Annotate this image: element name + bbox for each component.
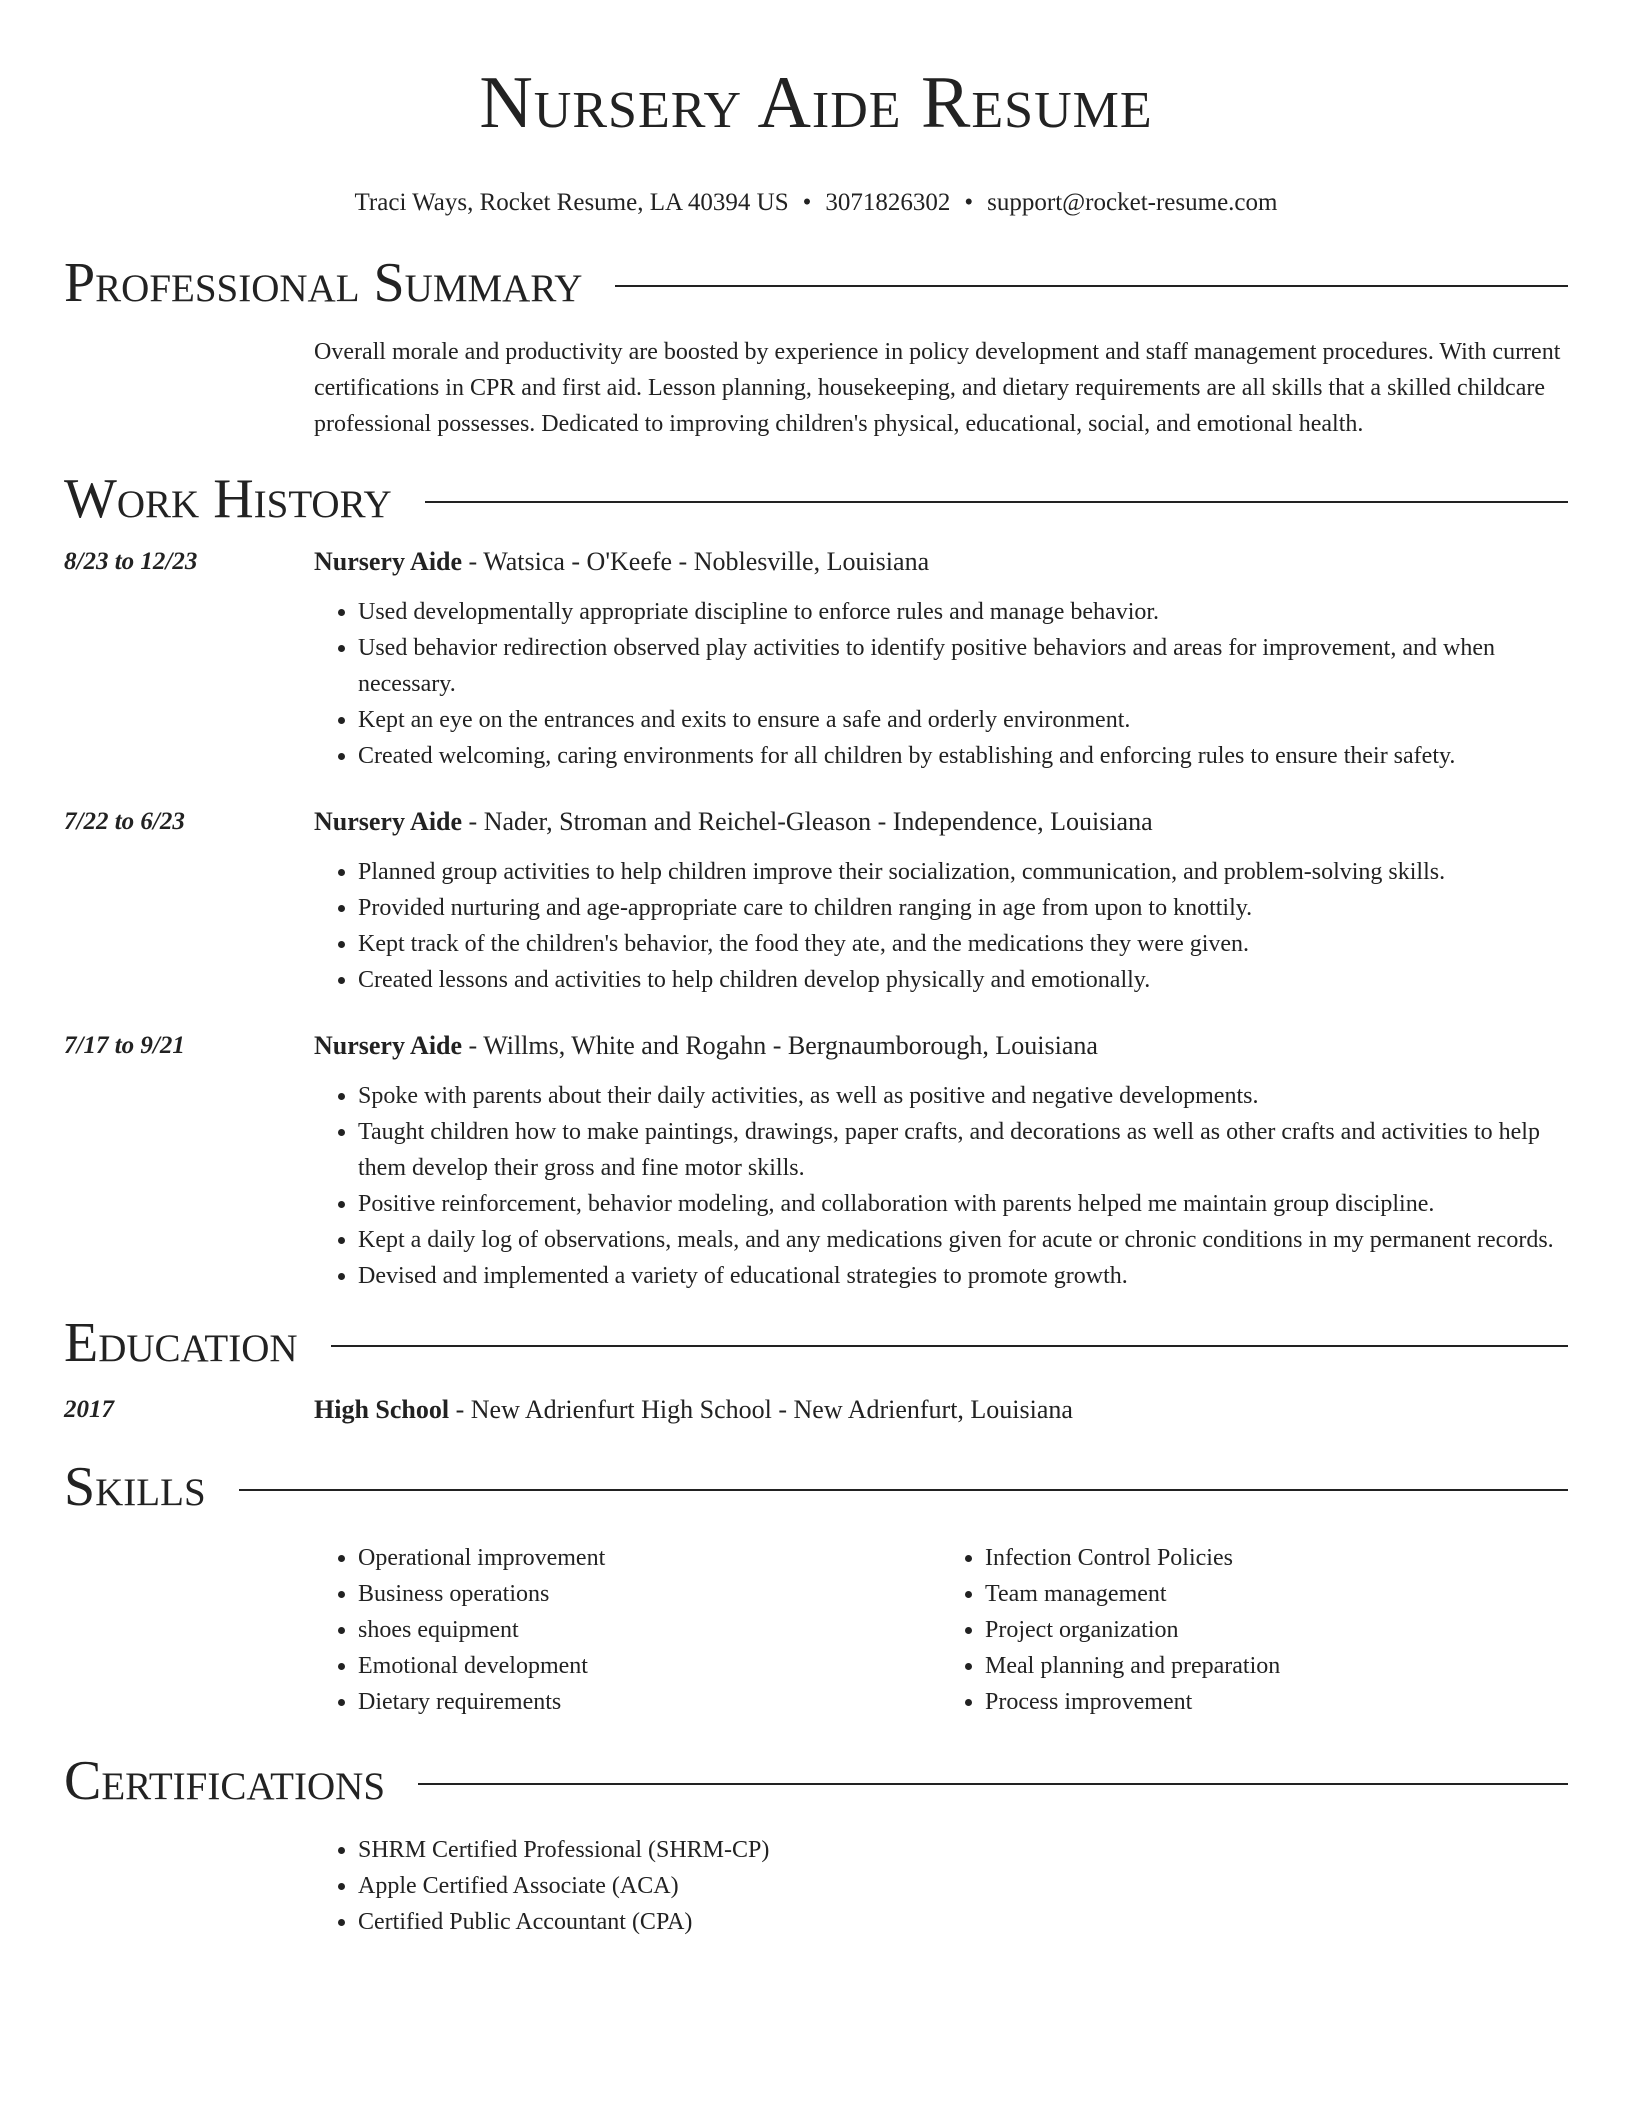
section-heading — [64, 1746, 1568, 1816]
list-item: • Spoke with parents about their daily activities, as well as positive and negative developments. — [358, 1078, 1568, 1114]
section-divider — [615, 285, 1568, 287]
skills-section — [64, 1452, 1568, 1720]
job-dates: 8/23 to 12/23 — [64, 548, 198, 575]
job-heading — [314, 804, 1568, 840]
education-details-wrap — [314, 1392, 1568, 1428]
resume-title: Nursery Aide Resume — [479, 62, 1153, 144]
job-bullets — [314, 854, 1568, 998]
certifications-section — [64, 1746, 1568, 1940]
list-item: • Meal planning and preparation — [985, 1648, 1568, 1684]
list-item: • Positive reinforcement, behavior modeling, and collaboration with parents helped me maintain group discipline. — [358, 1186, 1568, 1222]
section-divider — [425, 501, 1568, 503]
job-main — [314, 1028, 1568, 1294]
job-main — [314, 804, 1568, 998]
skills-list-left — [314, 1540, 941, 1720]
phone: 3071826302 — [825, 189, 951, 216]
education-heading — [314, 1392, 1568, 1428]
section-title: Certifications — [64, 1750, 386, 1812]
section-divider — [418, 1783, 1568, 1785]
education-year: 2017 — [64, 1396, 114, 1423]
skills-list-right — [941, 1540, 1568, 1720]
job-employer: - Nader, Stroman and Reichel-Gleason - Independence, Louisiana — [462, 807, 1153, 836]
job-role: Nursery Aide — [314, 807, 463, 836]
job-entry — [64, 544, 1568, 774]
separator-dot: • — [964, 189, 974, 216]
job-bullets — [314, 1078, 1568, 1294]
summary-text: Overall morale and productivity are boosted by experience in policy development and staff management procedures. With current certifications in CPR and first aid. Lesson planning, housekeeping, and dietary requirements are all skills that a skilled childcare professional possesses. Dedicated to improving children's physical, educational, social, and emotional health. — [314, 339, 1561, 437]
list-item: • Created lessons and activities to help children develop physically and emotionally. — [358, 962, 1568, 998]
job-employer: - Willms, White and Rogahn - Bergnaumborough, Louisiana — [462, 1031, 1098, 1060]
email: support@rocket-resume.com — [987, 189, 1278, 216]
section-divider — [331, 1345, 1568, 1347]
list-item: • SHRM Certified Professional (SHRM-CP) — [358, 1832, 1568, 1868]
job-dates: 7/22 to 6/23 — [64, 808, 185, 835]
job-main — [314, 544, 1568, 774]
education-entry — [64, 1392, 1568, 1428]
list-item: • shoes equipment — [358, 1612, 941, 1648]
list-item: • Certified Public Accountant (CPA) — [358, 1904, 1568, 1940]
list-item: • Kept a daily log of observations, meals, and any medications given for acute or chronic conditions in my permanent records. — [358, 1222, 1568, 1258]
list-item: • Infection Control Policies — [985, 1540, 1568, 1576]
section-title: Education — [64, 1312, 298, 1374]
job-heading — [314, 544, 1568, 580]
list-item: • Process improvement — [985, 1684, 1568, 1720]
list-item: • Used behavior redirection observed play activities to identify positive behaviors and areas for improvement, and when necessary. — [358, 630, 1568, 702]
address: Traci Ways, Rocket Resume, LA 40394 US — [354, 189, 789, 216]
job-heading — [314, 1028, 1568, 1064]
job-bullets — [314, 594, 1568, 774]
list-item: • Project organization — [985, 1612, 1568, 1648]
section-title: Skills — [64, 1456, 206, 1518]
summary-section — [64, 248, 1568, 442]
section-heading — [64, 248, 1568, 318]
list-item: • Dietary requirements — [358, 1684, 941, 1720]
list-item: • Team management — [985, 1576, 1568, 1612]
job-employer: - Watsica - O'Keefe - Noblesville, Louisiana — [462, 547, 930, 576]
section-heading — [64, 1308, 1568, 1378]
list-item: • Kept an eye on the entrances and exits to ensure a safe and orderly environment. — [358, 702, 1568, 738]
list-item: • Emotional development — [358, 1648, 941, 1684]
list-item: • Used developmentally appropriate discipline to enforce rules and manage behavior. — [358, 594, 1568, 630]
degree: High School — [314, 1395, 450, 1424]
skills-columns — [314, 1540, 1568, 1720]
separator-dot: • — [802, 189, 812, 216]
list-item: • Business operations — [358, 1576, 941, 1612]
list-item: • Planned group activities to help children improve their socialization, communication, and problem-solving skills. — [358, 854, 1568, 890]
list-item: • Devised and implemented a variety of educational strategies to promote growth. — [358, 1258, 1568, 1294]
job-dates: 7/17 to 9/21 — [64, 1032, 185, 1059]
contact-line — [64, 188, 1568, 218]
list-item: • Taught children how to make paintings, drawings, paper crafts, and decorations as well as other crafts and activities to help them develop their gross and fine motor skills. — [358, 1114, 1568, 1186]
section-divider — [239, 1489, 1568, 1491]
certifications-list — [314, 1832, 1568, 1940]
list-item: • Operational improvement — [358, 1540, 941, 1576]
job-role: Nursery Aide — [314, 1031, 463, 1060]
list-item: • Provided nurturing and age-appropriate care to children ranging in age from upon to knottily. — [358, 890, 1568, 926]
education-section — [64, 1308, 1568, 1428]
list-item: • Kept track of the children's behavior, the food they ate, and the medications they were given. — [358, 926, 1568, 962]
work-history-section — [64, 464, 1568, 1294]
job-entry — [64, 1028, 1568, 1294]
section-title: Professional Summary — [64, 252, 583, 314]
section-heading — [64, 464, 1568, 534]
section-title: Work History — [64, 468, 392, 530]
job-entry — [64, 804, 1568, 998]
list-item: • Created welcoming, caring environments for all children by establishing and enforcing rules to ensure their safety. — [358, 738, 1568, 774]
section-heading — [64, 1452, 1568, 1522]
job-role: Nursery Aide — [314, 547, 463, 576]
list-item: • Apple Certified Associate (ACA) — [358, 1868, 1568, 1904]
job-list — [64, 544, 1568, 1294]
school-details: - New Adrienfurt High School - New Adrienfurt, Louisiana — [449, 1395, 1073, 1424]
